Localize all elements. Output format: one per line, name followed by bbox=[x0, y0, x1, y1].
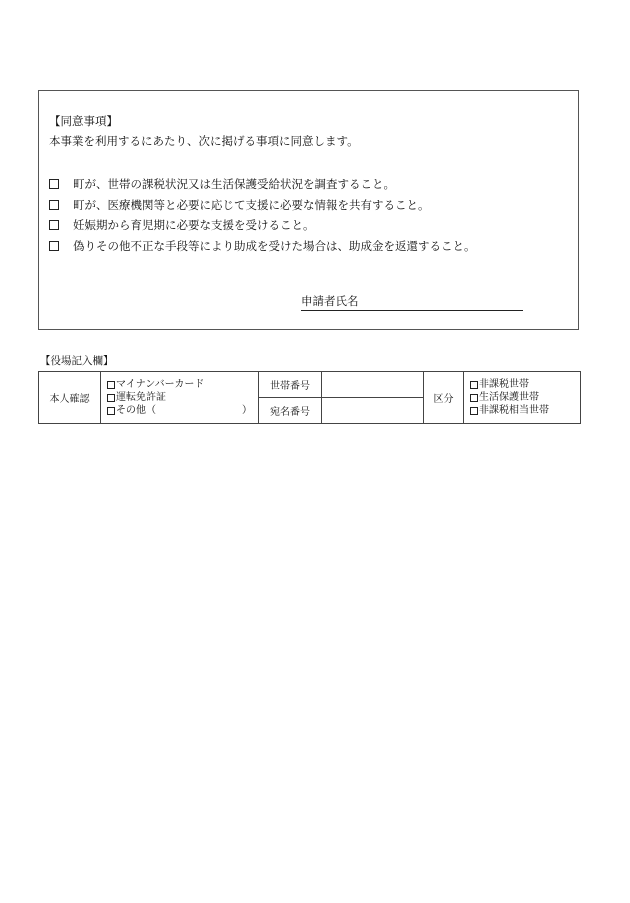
identity-option-close-paren: ） bbox=[242, 405, 252, 416]
household-number-label: 世帯番号 bbox=[259, 372, 322, 398]
consent-section bbox=[38, 90, 579, 330]
category-option-label: 生活保護世帯 bbox=[479, 392, 539, 403]
checkbox-icon[interactable] bbox=[107, 394, 115, 402]
category-label: 区分 bbox=[424, 372, 464, 424]
checkbox-icon[interactable] bbox=[49, 220, 59, 230]
checkbox-icon[interactable] bbox=[470, 381, 478, 389]
checkbox-icon[interactable] bbox=[107, 381, 115, 389]
category-option[interactable] bbox=[470, 391, 580, 404]
consent-title: 【同意事項】 bbox=[49, 114, 118, 128]
checkbox-icon[interactable] bbox=[49, 241, 59, 251]
identity-label: 本人確認 bbox=[39, 372, 101, 424]
consent-item-text: 偽りその他不正な手段等により助成を受けた場合は、助成金を返還すること。 bbox=[73, 238, 476, 253]
category-option-label: 非課税相当世帯 bbox=[479, 405, 549, 416]
consent-list bbox=[49, 174, 476, 256]
identity-option-label: マイナンバーカード bbox=[116, 379, 205, 390]
category-option[interactable] bbox=[470, 378, 580, 391]
consent-item-text: 町が、医療機関等と必要に応じて支援に必要な情報を共有すること。 bbox=[73, 197, 430, 212]
identity-option[interactable] bbox=[107, 404, 258, 417]
consent-intro: 本事業を利用するにあたり、次に掲げる事項に同意します。 bbox=[49, 134, 359, 148]
signature-label: 申請者氏名 bbox=[301, 294, 359, 308]
consent-item[interactable] bbox=[49, 236, 476, 257]
consent-item-text: 妊娠期から育児期に必要な支援を受けること。 bbox=[73, 218, 315, 233]
consent-item-text: 町が、世帯の課税状況又は生活保護受給状況を調査すること。 bbox=[73, 177, 395, 192]
identity-options bbox=[101, 372, 259, 424]
address-number-label: 宛名番号 bbox=[259, 398, 322, 424]
office-table bbox=[38, 371, 581, 424]
category-option[interactable] bbox=[470, 404, 580, 417]
consent-item[interactable] bbox=[49, 215, 476, 236]
consent-item[interactable] bbox=[49, 195, 476, 216]
identity-option-label: その他（ bbox=[116, 405, 156, 416]
checkbox-icon[interactable] bbox=[470, 407, 478, 415]
checkbox-icon[interactable] bbox=[470, 394, 478, 402]
address-number-field[interactable] bbox=[322, 398, 424, 424]
identity-option[interactable] bbox=[107, 378, 258, 391]
category-options bbox=[464, 372, 581, 424]
office-section-title: 【役場記入欄】 bbox=[40, 355, 114, 367]
signature-field[interactable] bbox=[301, 293, 523, 311]
identity-option-label: 運転免許証 bbox=[116, 392, 166, 403]
consent-item[interactable] bbox=[49, 174, 476, 195]
identity-option[interactable] bbox=[107, 391, 258, 404]
checkbox-icon[interactable] bbox=[49, 179, 59, 189]
household-number-field[interactable] bbox=[322, 372, 424, 398]
checkbox-icon[interactable] bbox=[49, 200, 59, 210]
category-option-label: 非課税世帯 bbox=[479, 379, 529, 390]
checkbox-icon[interactable] bbox=[107, 407, 115, 415]
